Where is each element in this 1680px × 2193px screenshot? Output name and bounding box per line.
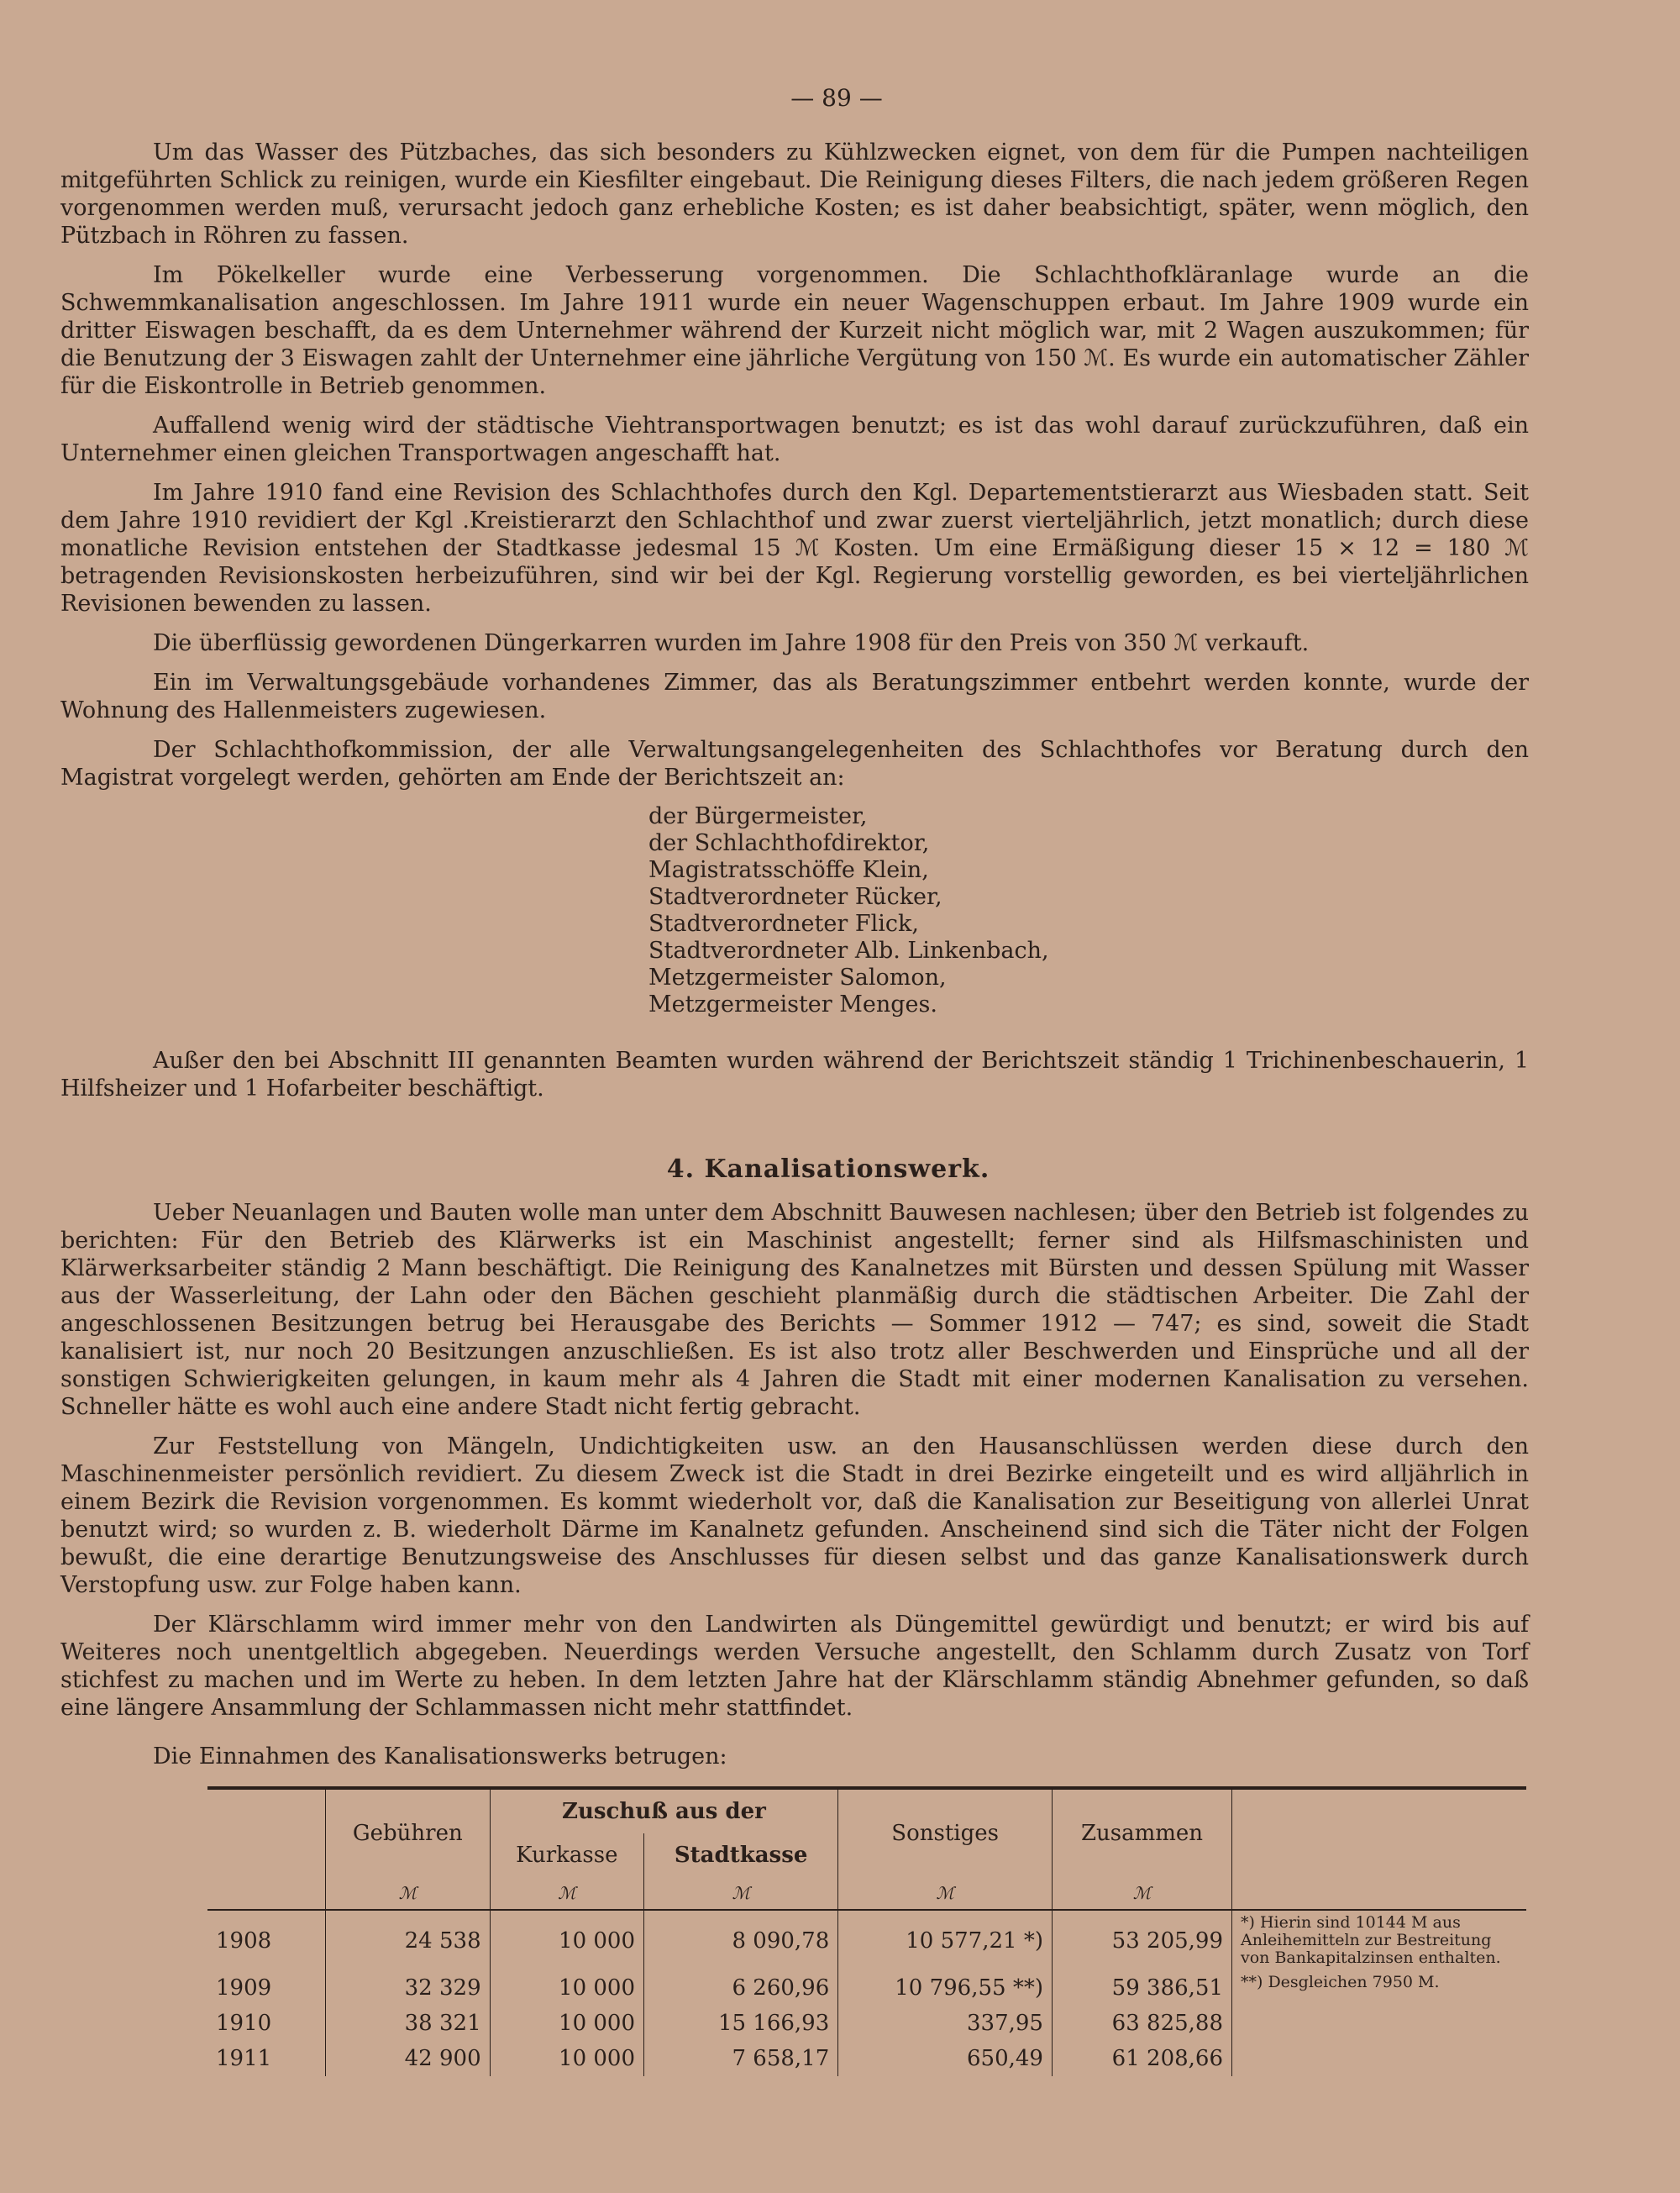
- header-stadtkasse: Stadtkasse: [644, 1833, 838, 1877]
- unit-cell: [207, 1877, 326, 1910]
- cell-sonstiges: 650,49: [838, 2041, 1053, 2076]
- unit-cell: ℳ: [326, 1877, 491, 1910]
- unit-cell: ℳ: [490, 1877, 643, 1910]
- footnote: **) Desgleichen 7950 M.: [1241, 1973, 1440, 1991]
- cell-year: 1909: [207, 1970, 326, 2006]
- table-row: [207, 1910, 1526, 1970]
- cell-zusammen: 59 386,51: [1052, 1970, 1231, 2006]
- cell-kurkasse: 10 000: [490, 2006, 643, 2041]
- cell-kurkasse: 10 000: [490, 1970, 643, 2006]
- header-zuschuss: Zuschuß aus der: [490, 1788, 838, 1833]
- paragraph: Um das Wasser des Pützbaches, das sich besonders zu Kühlzwecken eignet, von dem für die Pumpen nachteiligen mitgeführten Schlick zu reinigen, wurde ein Kiesfilter eingebaut. Die Reinigung dieses Filters, die nach jedem größeren Regen vorgenommen werden muß, verursacht jedoch ganz erhebliche Kosten; es ist daher beabsichtigt, später, wenn möglich, den Pützbach in Röhren zu fassen.: [60, 139, 1529, 249]
- commission-member: Stadtverordneter Alb. Linkenbach,: [648, 938, 1049, 964]
- paragraph: Ein im Verwaltungsgebäude vorhandenes Zimmer, das als Beratungszimmer entbehrt werden konnte, wurde der Wohnung des Hallenmeisters zugewiesen.: [60, 670, 1529, 723]
- commission-member: Metzgermeister Salomon,: [648, 965, 947, 991]
- header-gebuehren: Gebühren: [326, 1788, 491, 1877]
- cell-gebuehren: 38 321: [326, 2006, 491, 2041]
- cell-sonstiges: 10 577,21 *): [838, 1910, 1053, 1970]
- table-caption: Die Einnahmen des Kanalisationswerks betrugen:: [153, 1743, 727, 1770]
- paragraph: Die überflüssig gewordenen Düngerkarren wurden im Jahre 1908 für den Preis von 350 ℳ verkauft.: [153, 630, 1310, 656]
- paragraph: Im Jahre 1910 fand eine Revision des Schlachthofes durch den Kgl. Departementstierarzt aus Wiesbaden statt. Seit dem Jahre 1910 revidiert der Kgl .Kreistierarzt den Schlachthof und zwar zuerst vierteljährlich, jetzt monatlich; durch diese monatliche Revision entstehen der Stadtkasse jedesmal 15 ℳ Kosten. Um eine Ermäßigung dieser 15 × 12 = 180 ℳ betragenden Revisionskosten herbeizuführen, sind wir bei der Kgl. Regierung vorstellig geworden, es bei vierteljährlichen Revisionen bewenden zu lassen.: [60, 480, 1529, 617]
- table-row: [207, 2006, 1526, 2041]
- cell-kurkasse: 10 000: [490, 1910, 643, 1970]
- page-number: — 89 —: [790, 84, 883, 112]
- paragraph: Im Pökelkeller wurde eine Verbesserung vorgenommen. Die Schlachthofkläranlage wurde an die Schwemmkanalisation angeschlossen. Im Jahre 1911 wurde ein neuer Wagenschuppen erbaut. Im Jahre 1909 wurde ein dritter Eiswagen beschafft, da es dem Unternehmer während der Kurzeit nicht möglich war, mit 2 Wagen auszukommen; für die Benutzung der 3 Eiswagen zahlt der Unternehmer eine jährliche Vergütung von 150 ℳ. Es wurde ein automatischer Zähler für die Eiskontrolle in Betrieb genommen.: [60, 262, 1529, 399]
- commission-member: Metzgermeister Menges.: [648, 991, 937, 1018]
- cell-year: 1908: [207, 1910, 326, 1970]
- cell-gebuehren: 42 900: [326, 2041, 491, 2076]
- notes-header: [1232, 1788, 1527, 1877]
- unit-cell: ℳ: [838, 1877, 1053, 1910]
- cell-gebuehren: 32 329: [326, 1970, 491, 2006]
- commission-member: Magistratsschöffe Klein,: [648, 857, 929, 883]
- cell-stadtkasse: 7 658,17: [644, 2041, 838, 2076]
- commission-member: Stadtverordneter Rücker,: [648, 884, 942, 910]
- commission-member: Stadtverordneter Flick,: [648, 911, 919, 937]
- commission-member: der Schlachthofdirektor,: [648, 830, 930, 856]
- cell-gebuehren: 24 538: [326, 1910, 491, 1970]
- table-row: [207, 1970, 1526, 2006]
- commission-member-list: [648, 803, 1529, 1018]
- paragraph: Der Klärschlamm wird immer mehr von den Landwirten als Düngemittel gewürdigt und benutzt; er wird bis auf Weiteres noch unentgeltlich abgegeben. Neuerdings werden Versuche angestellt, den Schlamm durch Zusatz von Torf stichfest zu machen und im Werte zu heben. In dem letzten Jahre hat der Klärschlamm ständig Abnehmer gefunden, so daß eine längere Ansammlung der Schlammassen nicht mehr stattfindet.: [60, 1612, 1529, 1721]
- cell-stadtkasse: 15 166,93: [644, 2006, 838, 2041]
- header-zusammen: Zusammen: [1052, 1788, 1231, 1877]
- income-table: [207, 1786, 1526, 2076]
- commission-member: der Bürgermeister,: [648, 803, 868, 829]
- paragraph: Auffallend wenig wird der städtische Viehtransportwagen benutzt; es ist das wohl darauf zurückzuführen, daß ein Unternehmer einen gleichen Transportwagen angeschafft hat.: [60, 413, 1529, 466]
- paragraph: Der Schlachthofkommission, der alle Verwaltungsangelegenheiten des Schlachthofes vor Beratung durch den Magistrat vorgelegt werden, gehörten am Ende der Berichtszeit an:: [60, 737, 1529, 791]
- header-kurkasse: Kurkasse: [490, 1833, 643, 1877]
- cell-sonstiges: 10 796,55 **): [838, 1970, 1053, 2006]
- cell-year: 1911: [207, 2041, 326, 2076]
- cell-kurkasse: 10 000: [490, 2041, 643, 2076]
- paragraph: Zur Feststellung von Mängeln, Undichtigkeiten usw. an den Hausanschlüssen werden diese durch den Maschinenmeister persönlich revidiert. Zu diesem Zweck ist die Stadt in drei Bezirke eingeteilt und es wird alljährlich in einem Bezirk die Revision vorgenommen. Es kommt wiederholt vor, daß die Kanalisation zur Beseitigung von allerlei Unrat benutzt wird; so wurden z. B. wiederholt Därme im Kanalnetz gefunden. Anscheinend sind sich die Täter nicht der Folgen bewußt, die eine derartige Benutzungsweise des Anschlusses für diesen selbst und das ganze Kanalisationswerk durch Verstopfung usw. zur Folge haben kann.: [60, 1433, 1529, 1598]
- cell-stadtkasse: 8 090,78: [644, 1910, 838, 1970]
- notes-empty: [1232, 2041, 1527, 2076]
- section-heading: 4. Kanalisationswerk.: [666, 1154, 990, 1184]
- notes-empty: [1232, 2006, 1527, 2041]
- table-row: [207, 2041, 1526, 2076]
- unit-cell: ℳ: [1052, 1877, 1231, 1910]
- cell-zusammen: 63 825,88: [1052, 2006, 1231, 2041]
- footnote: *) Hierin sind 10144 M aus Anleihemitteln zur Bestreitung von Bankapitalzinsen enthalten.: [1241, 1913, 1501, 1967]
- cell-zusammen: 61 208,66: [1052, 2041, 1231, 2076]
- paragraph: Ueber Neuanlagen und Bauten wolle man unter dem Abschnitt Bauwesen nachlesen; über den Betrieb ist folgendes zu berichten: Für den Betrieb des Klärwerks ist ein Maschinist angestellt; ferner sind als Hilfsmaschinisten und Klärwerksarbeiter ständig 2 Mann beschäftigt. Die Reinigung des Kanalnetzes mit Bürsten und dessen Spülung mit Wasser aus der Wasserleitung, der Lahn oder den Bächen geschieht planmäßig durch die städtischen Arbeiter. Die Zahl der angeschlossenen Besitzungen betrug bei Herausgabe des Berichts — Sommer 1912 — 747; es sind, soweit die Stadt kanalisiert ist, nur noch 20 Besitzungen anzuschließen. Es ist also trotz aller Beschwerden und Einsprüche und all der sonstigen Schwierigkeiten gelungen, in kaum mehr als 4 Jahren die Stadt mit einer modernen Kanalisation zu versehen. Schneller hätte es wohl auch eine andere Stadt nicht fertig gebracht.: [60, 1200, 1529, 1420]
- header-sonstiges: Sonstiges: [838, 1788, 1053, 1877]
- unit-cell: ℳ: [644, 1877, 838, 1910]
- unit-cell: [1232, 1877, 1527, 1910]
- cell-stadtkasse: 6 260,96: [644, 1970, 838, 2006]
- cell-zusammen: 53 205,99: [1052, 1910, 1231, 1970]
- paragraph: Außer den bei Abschnitt III genannten Beamten wurden während der Berichtszeit ständig 1 Trichinenbeschauerin, 1 Hilfsheizer und 1 Hofarbeiter beschäftigt.: [60, 1048, 1529, 1102]
- cell-year: 1910: [207, 2006, 326, 2041]
- cell-sonstiges: 337,95: [838, 2006, 1053, 2041]
- year-header: [207, 1788, 326, 1877]
